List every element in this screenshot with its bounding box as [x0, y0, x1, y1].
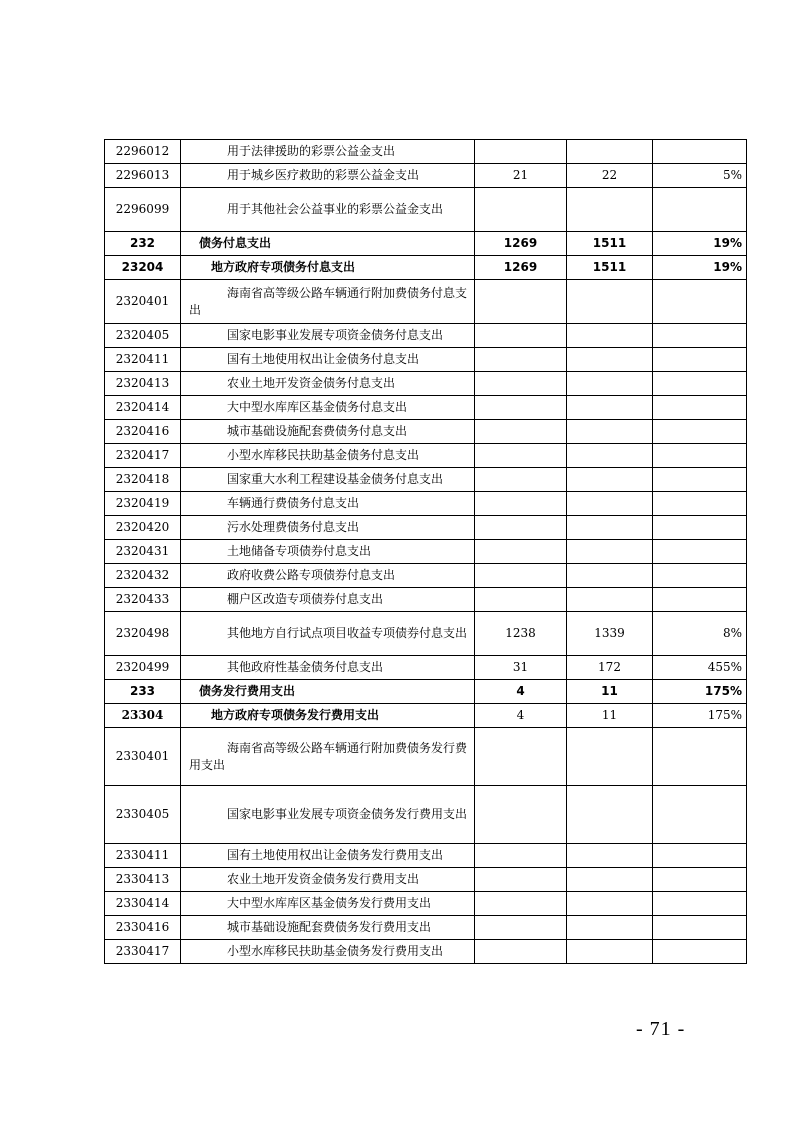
table-row [105, 492, 747, 516]
row-name: 农业土地开发资金债务发行费用支出 [181, 868, 475, 892]
row-value-a [475, 728, 567, 786]
row-code: 23204 [105, 256, 181, 280]
row-value-b [567, 140, 653, 164]
row-growth-pct: 19% [653, 232, 747, 256]
row-value-a [475, 588, 567, 612]
table-row [105, 844, 747, 868]
row-name: 国有土地使用权出让金债务付息支出 [181, 348, 475, 372]
row-value-b [567, 728, 653, 786]
table-row [105, 188, 747, 232]
row-growth-pct [653, 324, 747, 348]
row-name: 城市基础设施配套费债务发行费用支出 [181, 916, 475, 940]
row-growth-pct [653, 940, 747, 964]
row-growth-pct [653, 372, 747, 396]
budget-table-body [105, 140, 747, 964]
row-name: 污水处理费债务付息支出 [181, 516, 475, 540]
row-value-b [567, 916, 653, 940]
row-growth-pct [653, 892, 747, 916]
row-name: 海南省高等级公路车辆通行附加费债务发行费用支出 [181, 728, 475, 786]
table-row [105, 164, 747, 188]
row-growth-pct: 19% [653, 256, 747, 280]
row-value-b [567, 396, 653, 420]
row-growth-pct [653, 348, 747, 372]
row-value-b: 22 [567, 164, 653, 188]
row-value-a: 31 [475, 656, 567, 680]
row-code: 2320417 [105, 444, 181, 468]
row-name: 债务付息支出 [181, 232, 475, 256]
row-growth-pct [653, 844, 747, 868]
table-row [105, 564, 747, 588]
row-value-b [567, 188, 653, 232]
row-value-b [567, 444, 653, 468]
row-value-a [475, 516, 567, 540]
row-value-b [567, 868, 653, 892]
row-value-b [567, 940, 653, 964]
row-growth-pct [653, 786, 747, 844]
row-name: 国家电影事业发展专项资金债务发行费用支出 [181, 786, 475, 844]
row-value-a [475, 540, 567, 564]
row-code: 232 [105, 232, 181, 256]
row-code: 2320405 [105, 324, 181, 348]
row-value-b [567, 516, 653, 540]
row-value-a [475, 916, 567, 940]
row-code: 2296099 [105, 188, 181, 232]
row-code: 2320419 [105, 492, 181, 516]
row-growth-pct [653, 396, 747, 420]
row-value-a [475, 786, 567, 844]
row-code: 2320420 [105, 516, 181, 540]
row-name: 大中型水库库区基金债务发行费用支出 [181, 892, 475, 916]
row-growth-pct: 175% [653, 704, 747, 728]
row-code: 2330414 [105, 892, 181, 916]
row-name: 棚户区改造专项债券付息支出 [181, 588, 475, 612]
row-value-a [475, 492, 567, 516]
row-name: 农业土地开发资金债务付息支出 [181, 372, 475, 396]
row-code: 2320411 [105, 348, 181, 372]
row-code: 2320416 [105, 420, 181, 444]
table-row [105, 348, 747, 372]
row-code: 2320418 [105, 468, 181, 492]
row-name: 政府收费公路专项债券付息支出 [181, 564, 475, 588]
row-growth-pct [653, 916, 747, 940]
row-code: 2330413 [105, 868, 181, 892]
row-value-a [475, 420, 567, 444]
table-row [105, 516, 747, 540]
row-code: 2320401 [105, 280, 181, 324]
row-code: 2320414 [105, 396, 181, 420]
row-code: 2330405 [105, 786, 181, 844]
table-row [105, 540, 747, 564]
row-name: 其他政府性基金债务付息支出 [181, 656, 475, 680]
row-name: 大中型水库库区基金债务付息支出 [181, 396, 475, 420]
row-value-b [567, 588, 653, 612]
table-row [105, 892, 747, 916]
table-row [105, 280, 747, 324]
row-name: 其他地方自行试点项目收益专项债券付息支出 [181, 612, 475, 656]
row-name: 小型水库移民扶助基金债务付息支出 [181, 444, 475, 468]
row-name: 用于其他社会公益事业的彩票公益金支出 [181, 188, 475, 232]
row-growth-pct [653, 420, 747, 444]
row-growth-pct [653, 564, 747, 588]
row-value-b [567, 280, 653, 324]
row-value-a [475, 444, 567, 468]
row-growth-pct [653, 492, 747, 516]
row-name: 用于城乡医疗救助的彩票公益金支出 [181, 164, 475, 188]
table-row [105, 612, 747, 656]
row-value-b: 11 [567, 680, 653, 704]
table-row [105, 868, 747, 892]
row-name: 地方政府专项债务发行费用支出 [181, 704, 475, 728]
row-code: 2296013 [105, 164, 181, 188]
row-code: 23304 [105, 704, 181, 728]
table-row [105, 444, 747, 468]
row-value-a [475, 844, 567, 868]
row-code: 2320413 [105, 372, 181, 396]
row-value-a [475, 324, 567, 348]
row-value-a [475, 892, 567, 916]
row-value-b [567, 844, 653, 868]
row-code: 2296012 [105, 140, 181, 164]
row-value-b [567, 420, 653, 444]
table-row [105, 396, 747, 420]
row-growth-pct: 8% [653, 612, 747, 656]
row-value-a [475, 140, 567, 164]
row-value-a: 1238 [475, 612, 567, 656]
row-value-a [475, 564, 567, 588]
table-row [105, 704, 747, 728]
table-row [105, 940, 747, 964]
row-value-b [567, 348, 653, 372]
row-code: 2320499 [105, 656, 181, 680]
table-row [105, 588, 747, 612]
row-growth-pct [653, 444, 747, 468]
row-value-a: 4 [475, 680, 567, 704]
row-growth-pct [653, 468, 747, 492]
row-value-a [475, 940, 567, 964]
row-growth-pct [653, 588, 747, 612]
table-row [105, 728, 747, 786]
table-row [105, 140, 747, 164]
row-value-a [475, 396, 567, 420]
row-growth-pct: 5% [653, 164, 747, 188]
table-row [105, 420, 747, 444]
row-name: 国家电影事业发展专项资金债务付息支出 [181, 324, 475, 348]
row-code: 2330417 [105, 940, 181, 964]
row-value-b [567, 324, 653, 348]
row-growth-pct [653, 516, 747, 540]
budget-table [104, 139, 747, 964]
row-name: 城市基础设施配套费债务付息支出 [181, 420, 475, 444]
row-value-b: 1339 [567, 612, 653, 656]
row-value-a: 1269 [475, 256, 567, 280]
row-name: 国家重大水利工程建设基金债务付息支出 [181, 468, 475, 492]
row-value-a [475, 280, 567, 324]
page-number: - 71 - [636, 1018, 686, 1040]
row-value-a [475, 372, 567, 396]
row-growth-pct: 455% [653, 656, 747, 680]
row-value-b: 1511 [567, 256, 653, 280]
row-value-a: 21 [475, 164, 567, 188]
table-row [105, 324, 747, 348]
row-value-b [567, 540, 653, 564]
row-name: 用于法律援助的彩票公益金支出 [181, 140, 475, 164]
row-value-a [475, 868, 567, 892]
row-value-b [567, 492, 653, 516]
row-growth-pct [653, 868, 747, 892]
row-growth-pct [653, 728, 747, 786]
row-code: 2330401 [105, 728, 181, 786]
row-value-b [567, 786, 653, 844]
row-name: 车辆通行费债务付息支出 [181, 492, 475, 516]
row-code: 2330416 [105, 916, 181, 940]
row-value-b [567, 892, 653, 916]
row-name: 土地储备专项债券付息支出 [181, 540, 475, 564]
row-code: 2320433 [105, 588, 181, 612]
table-row [105, 232, 747, 256]
row-value-b: 172 [567, 656, 653, 680]
row-code: 2320431 [105, 540, 181, 564]
row-name: 债务发行费用支出 [181, 680, 475, 704]
row-code: 2320498 [105, 612, 181, 656]
row-value-a: 4 [475, 704, 567, 728]
row-value-a [475, 468, 567, 492]
row-growth-pct [653, 140, 747, 164]
row-value-b: 1511 [567, 232, 653, 256]
table-row [105, 786, 747, 844]
row-code: 2320432 [105, 564, 181, 588]
row-name: 海南省高等级公路车辆通行附加费债务付息支出 [181, 280, 475, 324]
table-row [105, 916, 747, 940]
row-name: 地方政府专项债务付息支出 [181, 256, 475, 280]
row-value-b [567, 564, 653, 588]
table-row [105, 468, 747, 492]
table-row [105, 256, 747, 280]
row-code: 233 [105, 680, 181, 704]
row-growth-pct: 175% [653, 680, 747, 704]
row-code: 2330411 [105, 844, 181, 868]
table-row [105, 680, 747, 704]
row-name: 国有土地使用权出让金债务发行费用支出 [181, 844, 475, 868]
table-row [105, 656, 747, 680]
row-value-a: 1269 [475, 232, 567, 256]
row-growth-pct [653, 540, 747, 564]
row-value-a [475, 348, 567, 372]
row-growth-pct [653, 280, 747, 324]
row-value-a [475, 188, 567, 232]
row-value-b [567, 372, 653, 396]
row-value-b: 11 [567, 704, 653, 728]
row-growth-pct [653, 188, 747, 232]
table-row [105, 372, 747, 396]
row-value-b [567, 468, 653, 492]
row-name: 小型水库移民扶助基金债务发行费用支出 [181, 940, 475, 964]
